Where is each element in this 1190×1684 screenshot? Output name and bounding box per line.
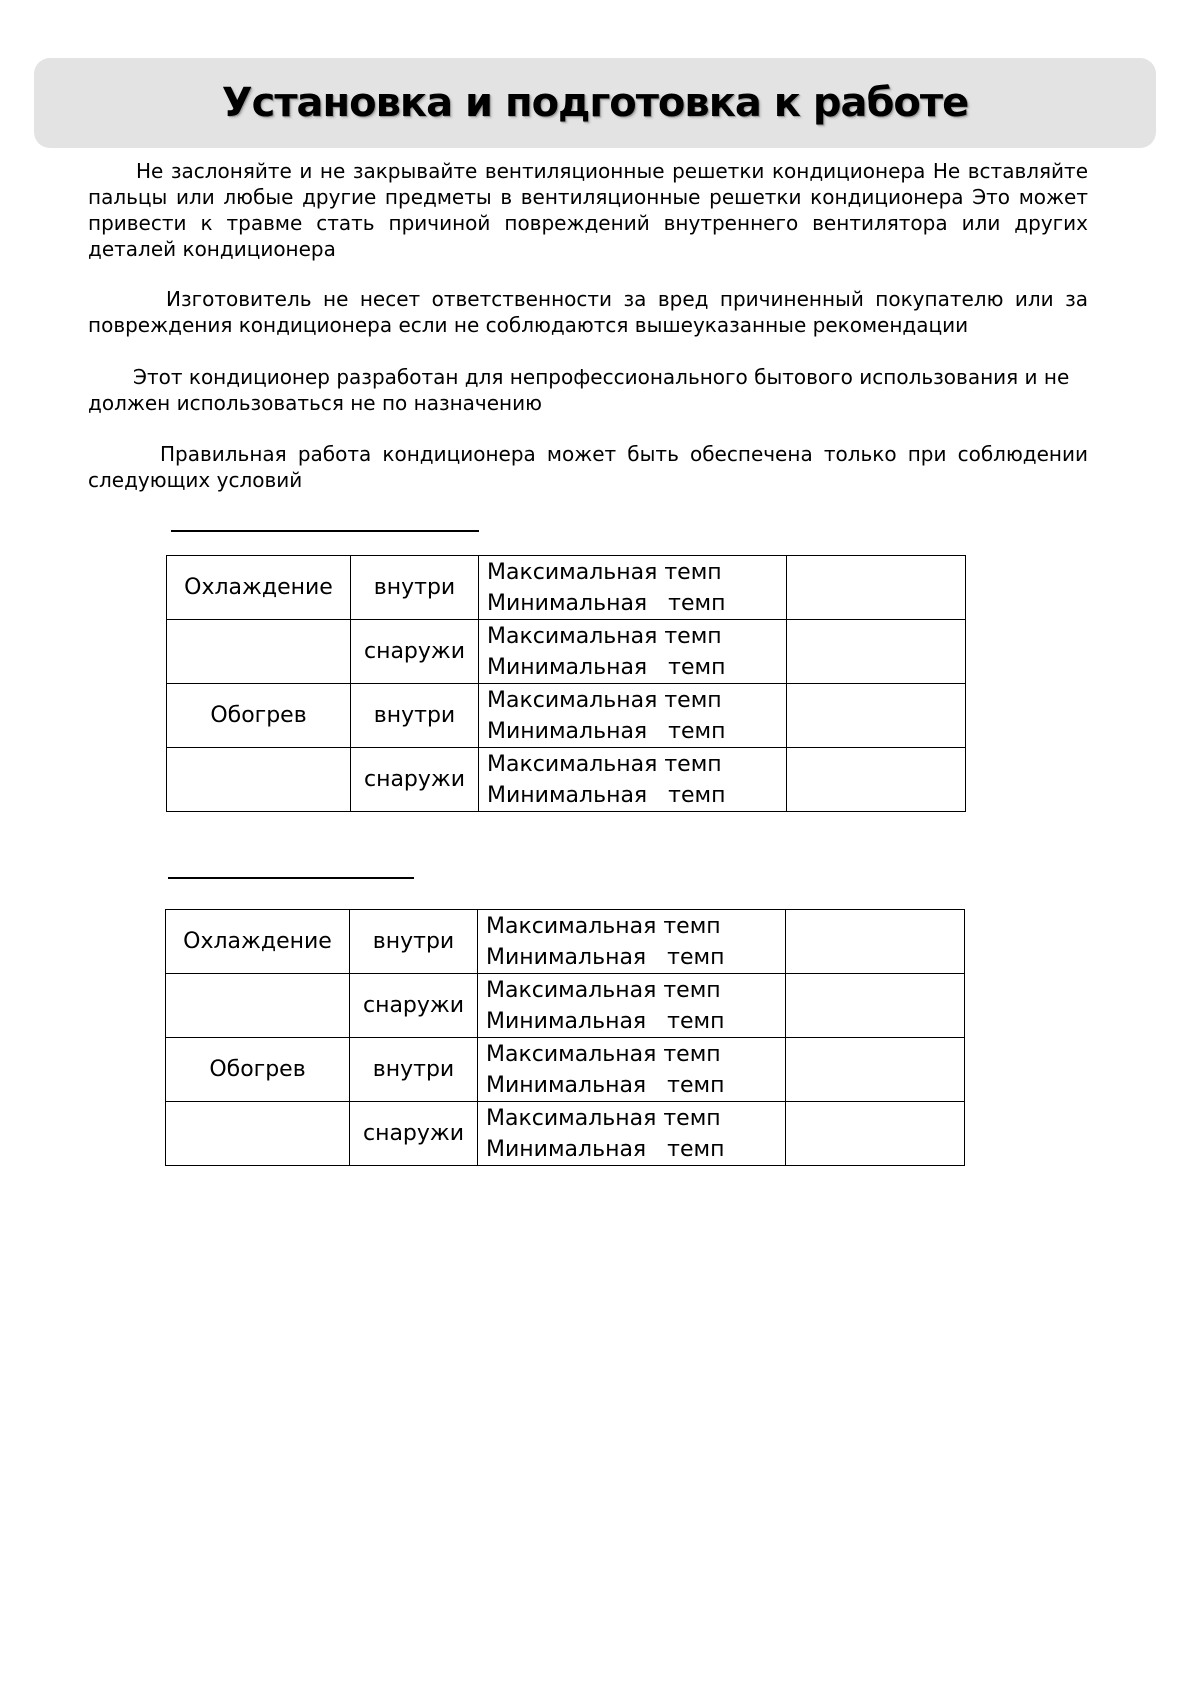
location-cell: снаружи: [350, 1102, 478, 1166]
paragraph-operating-conditions: Правильная работа кондиционера может быть обеспечена только при соблюдении следующих условий: [88, 442, 1088, 492]
conditions-table: [165, 909, 965, 1166]
value-cell: [786, 1038, 965, 1102]
table-row: [166, 1102, 965, 1166]
temperature-labels-cell: [478, 1038, 786, 1102]
mode-cell: Обогрев: [167, 684, 351, 748]
value-cell: [786, 910, 965, 974]
table-row: [166, 974, 965, 1038]
mode-cell: [166, 1102, 350, 1166]
value-cell: [787, 684, 966, 748]
table-heading-underline: [171, 530, 479, 532]
min-temp-label: Минимальная темп: [486, 1008, 725, 1034]
min-temp-label: Минимальная темп: [486, 1136, 725, 1162]
max-temp-label: Максимальная темп: [487, 623, 722, 649]
value-cell: [786, 974, 965, 1038]
max-temp-label: Максимальная темп: [486, 977, 721, 1003]
mode-cell: Охлаждение: [166, 910, 350, 974]
value-cell: [786, 1102, 965, 1166]
location-cell: внутри: [351, 556, 479, 620]
max-temp-label: Максимальная темп: [487, 559, 722, 585]
temperature-labels-cell: [478, 910, 786, 974]
mode-cell: [167, 748, 351, 812]
location-cell: внутри: [350, 1038, 478, 1102]
title-band: [34, 58, 1156, 148]
min-temp-label: Минимальная темп: [487, 782, 726, 808]
min-temp-label: Минимальная темп: [487, 590, 726, 616]
paragraph-liability: Изготовитель не несет ответственности за вред причиненный покупателю или за повреждения кондиционера если не соблюдаются вышеуказанные рекомендации: [88, 287, 1088, 337]
mode-cell: [167, 620, 351, 684]
table-row: [166, 910, 965, 974]
max-temp-label: Максимальная темп: [486, 1105, 721, 1131]
temperature-labels-cell: [479, 748, 787, 812]
mode-cell: Обогрев: [166, 1038, 350, 1102]
conditions-table: [166, 555, 966, 812]
location-cell: внутри: [350, 910, 478, 974]
paragraph-ventilation-warning: Не заслоняйте и не закрывайте вентиляционные решетки кондиционера Не вставляйте пальцы или любые другие предметы в вентиляционные решетки кондиционера Это может привести к травме стать причиной повреждений внутреннего вентилятора или других деталей кондиционера: [88, 159, 1088, 261]
temperature-labels-cell: [479, 556, 787, 620]
location-cell: снаружи: [350, 974, 478, 1038]
table-row: [167, 620, 966, 684]
table-row: [167, 684, 966, 748]
max-temp-label: Максимальная темп: [487, 751, 722, 777]
mode-cell: Охлаждение: [167, 556, 351, 620]
table-row: [166, 1038, 965, 1102]
location-cell: снаружи: [351, 620, 479, 684]
paragraph-intended-use: Этот кондиционер разработан для непрофессионального бытового использования и не должен использоваться не по назначению: [88, 365, 1070, 415]
table-row: [167, 748, 966, 812]
temperature-labels-cell: [479, 684, 787, 748]
max-temp-label: Максимальная темп: [486, 1041, 721, 1067]
max-temp-label: Максимальная темп: [486, 913, 721, 939]
min-temp-label: Минимальная темп: [486, 944, 725, 970]
temperature-labels-cell: [479, 620, 787, 684]
mode-cell: [166, 974, 350, 1038]
min-temp-label: Минимальная темп: [487, 654, 726, 680]
value-cell: [787, 748, 966, 812]
table-row: [167, 556, 966, 620]
location-cell: внутри: [351, 684, 479, 748]
min-temp-label: Минимальная темп: [487, 718, 726, 744]
temperature-labels-cell: [478, 974, 786, 1038]
table-heading-underline: [168, 877, 414, 879]
location-cell: снаружи: [351, 748, 479, 812]
value-cell: [787, 556, 966, 620]
max-temp-label: Максимальная темп: [487, 687, 722, 713]
page-title: Установка и подготовка к работе: [221, 80, 969, 126]
value-cell: [787, 620, 966, 684]
min-temp-label: Минимальная темп: [486, 1072, 725, 1098]
temperature-labels-cell: [478, 1102, 786, 1166]
